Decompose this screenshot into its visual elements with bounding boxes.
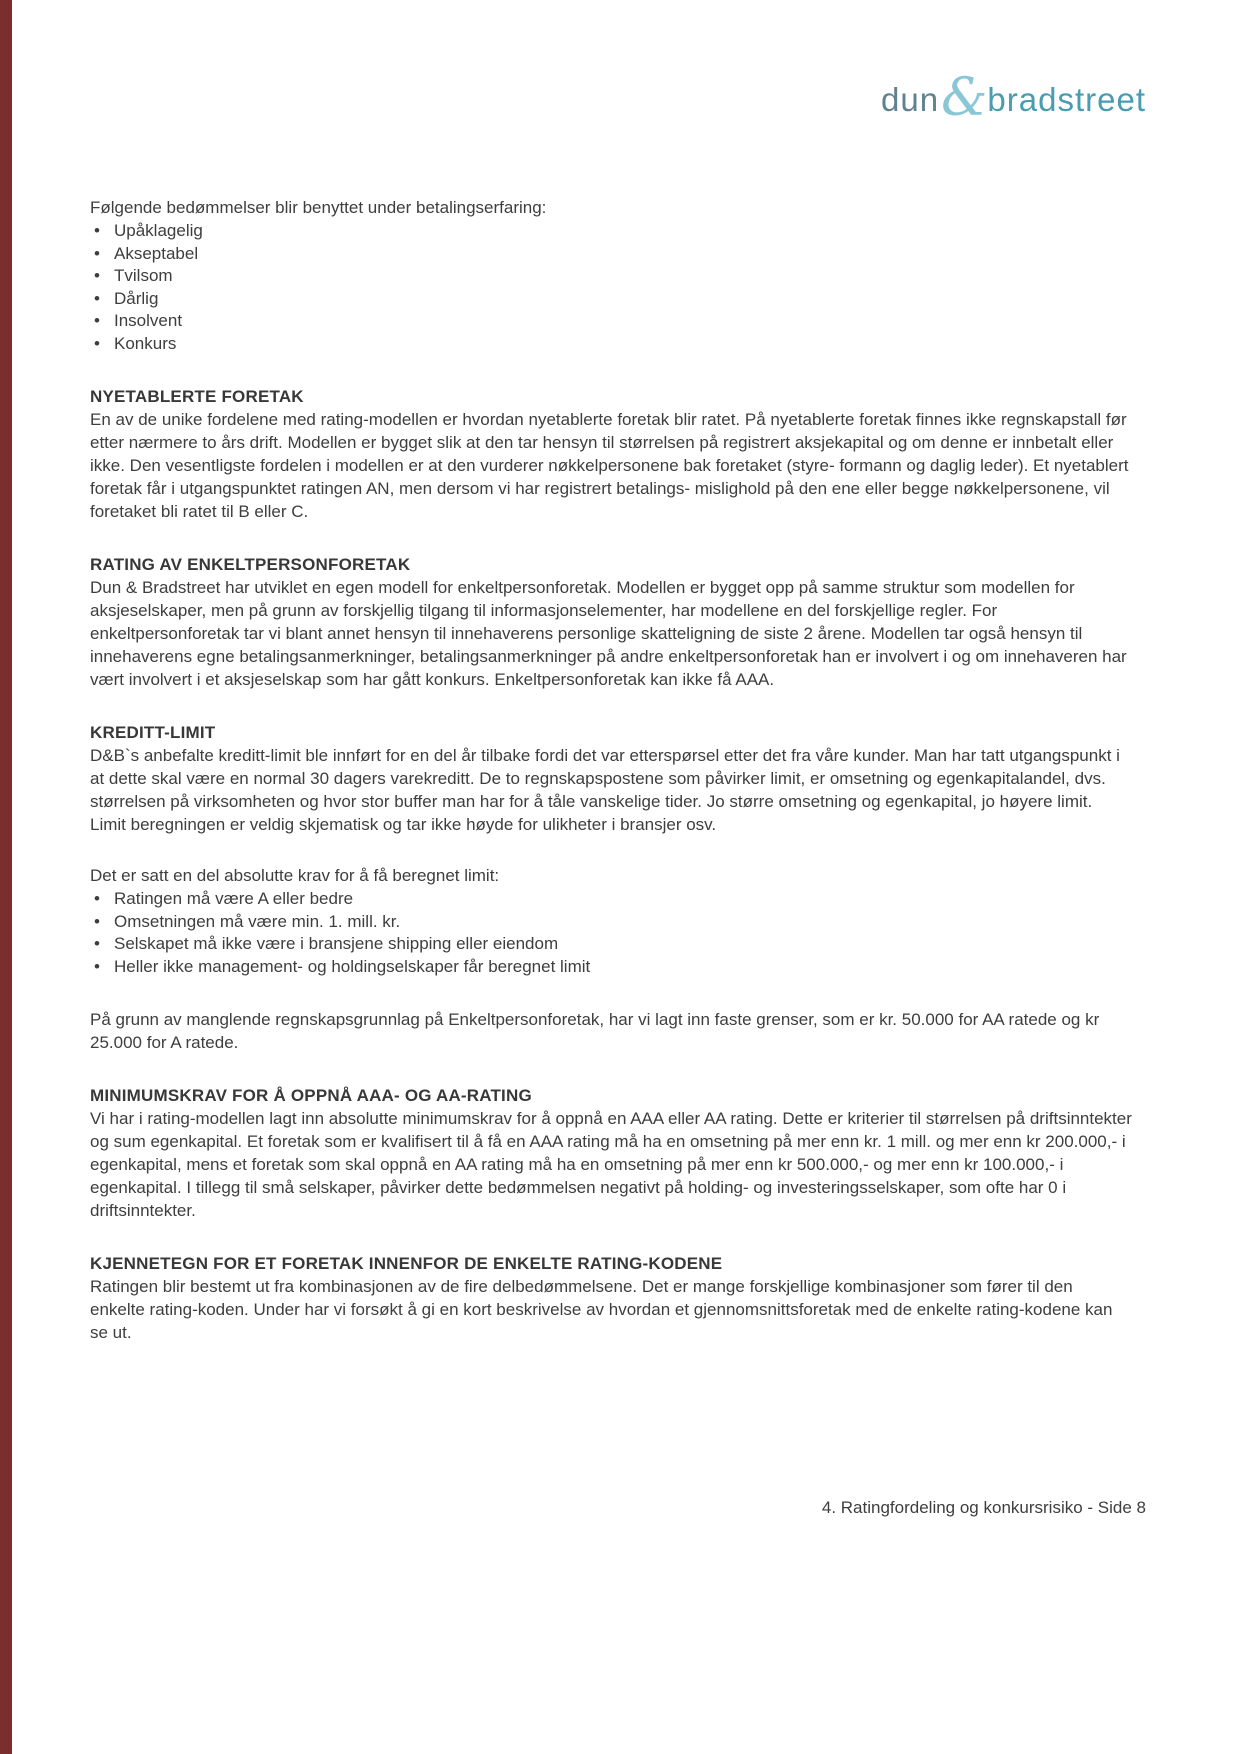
left-accent-bar bbox=[0, 0, 12, 1754]
kreditt-limit-after-note: På grunn av manglende regnskapsgrunnlag på Enkeltpersonforetak, har vi lagt inn faste grenser, som er kr. 50.000 for AA ratede og kr 25.000 for A ratede. bbox=[90, 1010, 1100, 1052]
dun-bradstreet-logo bbox=[881, 68, 1146, 128]
list-item: • Selskapet må ikke være i bransjene shipping eller eiendom bbox=[92, 933, 1132, 956]
list-item: • Konkurs bbox=[92, 333, 1132, 356]
logo-bradstreet-text: bradstreet bbox=[987, 81, 1146, 118]
document-content bbox=[90, 196, 1132, 1344]
section-body-minimumskrav: Vi har i rating-modellen lagt inn absolutte minimumskrav for å oppnå en AAA eller AA rating. Dette er kriterier til størrelsen på driftsinntekter og sum egenkapital. Et foretak som er kvalifisert til å få en AAA rating må ha en omsetning på mer enn kr. 1 mill. og mer enn kr 200.000,- i egenkapital, mens et foretak som skal oppnå en AA rating må ha en omsetning på mer enn kr 500.000,- og mer enn kr 100.000,- i egenkapital. I tillegg til små selskaper, påvirker dette bedømmelsen negativt på holding- og investeringsselskaper, som ofte har 0 i driftsinntekter. bbox=[90, 1109, 1132, 1220]
section-body-kjennetegn: Ratingen blir bestemt ut fra kombinasjonen av de fire delbedømmelsene. Det er mange forskjellige kombinasjoner som fører til den enkelte rating-koden. Under har vi forsøkt å gi en kort beskrivelse av hvordan et gjennomsnittsforetak med de enkelte rating-kodene kan se ut. bbox=[90, 1277, 1113, 1342]
list-item: • Akseptabel bbox=[92, 243, 1132, 266]
footer-page-label: 4. Ratingfordeling og konkursrisiko - Side 8 bbox=[821, 1498, 1146, 1517]
list-item: • Upåklagelig bbox=[92, 220, 1132, 243]
section-heading-rating-enkeltpersonforetak: RATING AV ENKELTPERSONFORETAK bbox=[90, 555, 411, 574]
list-item: • Tvilsom bbox=[92, 265, 1132, 288]
section-heading-kreditt-limit: KREDITT-LIMIT bbox=[90, 723, 216, 742]
kreditt-limit-krav-list bbox=[92, 888, 1132, 978]
section-body-nyetablerte-foretak: En av de unike fordelene med rating-modellen er hvordan nyetablerte foretak blir ratet. På nyetablerte foretak finnes ikke regnskapstall før etter nærmere to års drift. Modellen er bygget slik at den tar hensyn til størrelsen på registrert aksjekapital og om denne er innbetalt eller ikke. Den vesentligste fordelen i modellen er at den vurderer nøkkelpersonene bak foretaket (styre- formann og daglig leder). Et nyetablert foretak får i utgangspunktet ratingen AN, men dersom vi har registrert betalings- mislighold på den ene eller begge nøkkelpersonene, vil foretaket bli ratet til B eller C. bbox=[90, 410, 1129, 521]
logo-dun-text: dun bbox=[881, 81, 940, 118]
section-body-kreditt-limit: D&B`s anbefalte kreditt-limit ble innført for en del år tilbake fordi det var etterspørsel etter det fra våre kunder. Man har tatt utgangspunkt i at dette skal være en normal 30 dagers varekreditt. De to regnskapspostene som påvirker limit, er omsetning og egenkapitalandel, dvs. størrelsen på virksomheten og hvor stor buffer man har for å tåle vanskelige tider. Jo større omsetning og egenkapital, jo høyere limit. Limit beregningen er veldig skjematisk og tar ikke høyde for ulikheter i bransjer osv. bbox=[90, 746, 1120, 834]
section-body-rating-enkeltpersonforetak: Dun & Bradstreet har utviklet en egen modell for enkeltpersonforetak. Modellen er bygget opp på samme struktur som modellen for aksjeselskaper, men på grunn av forskjellig tilgang til informasjonselementer, har modellene en del forskjellige regler. For enkeltpersonforetak tar vi blant annet hensyn til innehaverens personlige skatteligning de siste 2 årene. Modellen tar også hensyn til innehaverens egne betalingsanmerkninger, betalingsanmerkninger på andre enkeltpersonforetak han er involvert i og om innehaveren har vært involvert i et aksjeselskap som har gått konkurs. Enkeltpersonforetak kan ikke få AAA. bbox=[90, 578, 1127, 689]
list-item: • Dårlig bbox=[92, 288, 1132, 311]
logo-ampersand: & bbox=[941, 68, 988, 128]
list-item: • Heller ikke management- og holdingselskaper får beregnet limit bbox=[92, 956, 1132, 979]
list-item: • Insolvent bbox=[92, 310, 1132, 333]
list-item: • Ratingen må være A eller bedre bbox=[92, 888, 1132, 911]
section-heading-kjennetegn: KJENNETEGN FOR ET FORETAK INNENFOR DE ENKELTE RATING-KODENE bbox=[90, 1254, 723, 1273]
payment-experience-list bbox=[92, 220, 1132, 355]
kreditt-limit-krav-lead: Det er satt en del absolutte krav for å få beregnet limit: bbox=[90, 866, 500, 885]
list-item: • Omsetningen må være min. 1. mill. kr. bbox=[92, 911, 1132, 934]
intro-lead: Følgende bedømmelser blir benyttet under betalingserfaring: bbox=[90, 198, 547, 217]
section-heading-nyetablerte-foretak: NYETABLERTE FORETAK bbox=[90, 387, 304, 406]
section-heading-minimumskrav: MINIMUMSKRAV FOR Å OPPNÅ AAA- OG AA-RATING bbox=[90, 1086, 532, 1105]
